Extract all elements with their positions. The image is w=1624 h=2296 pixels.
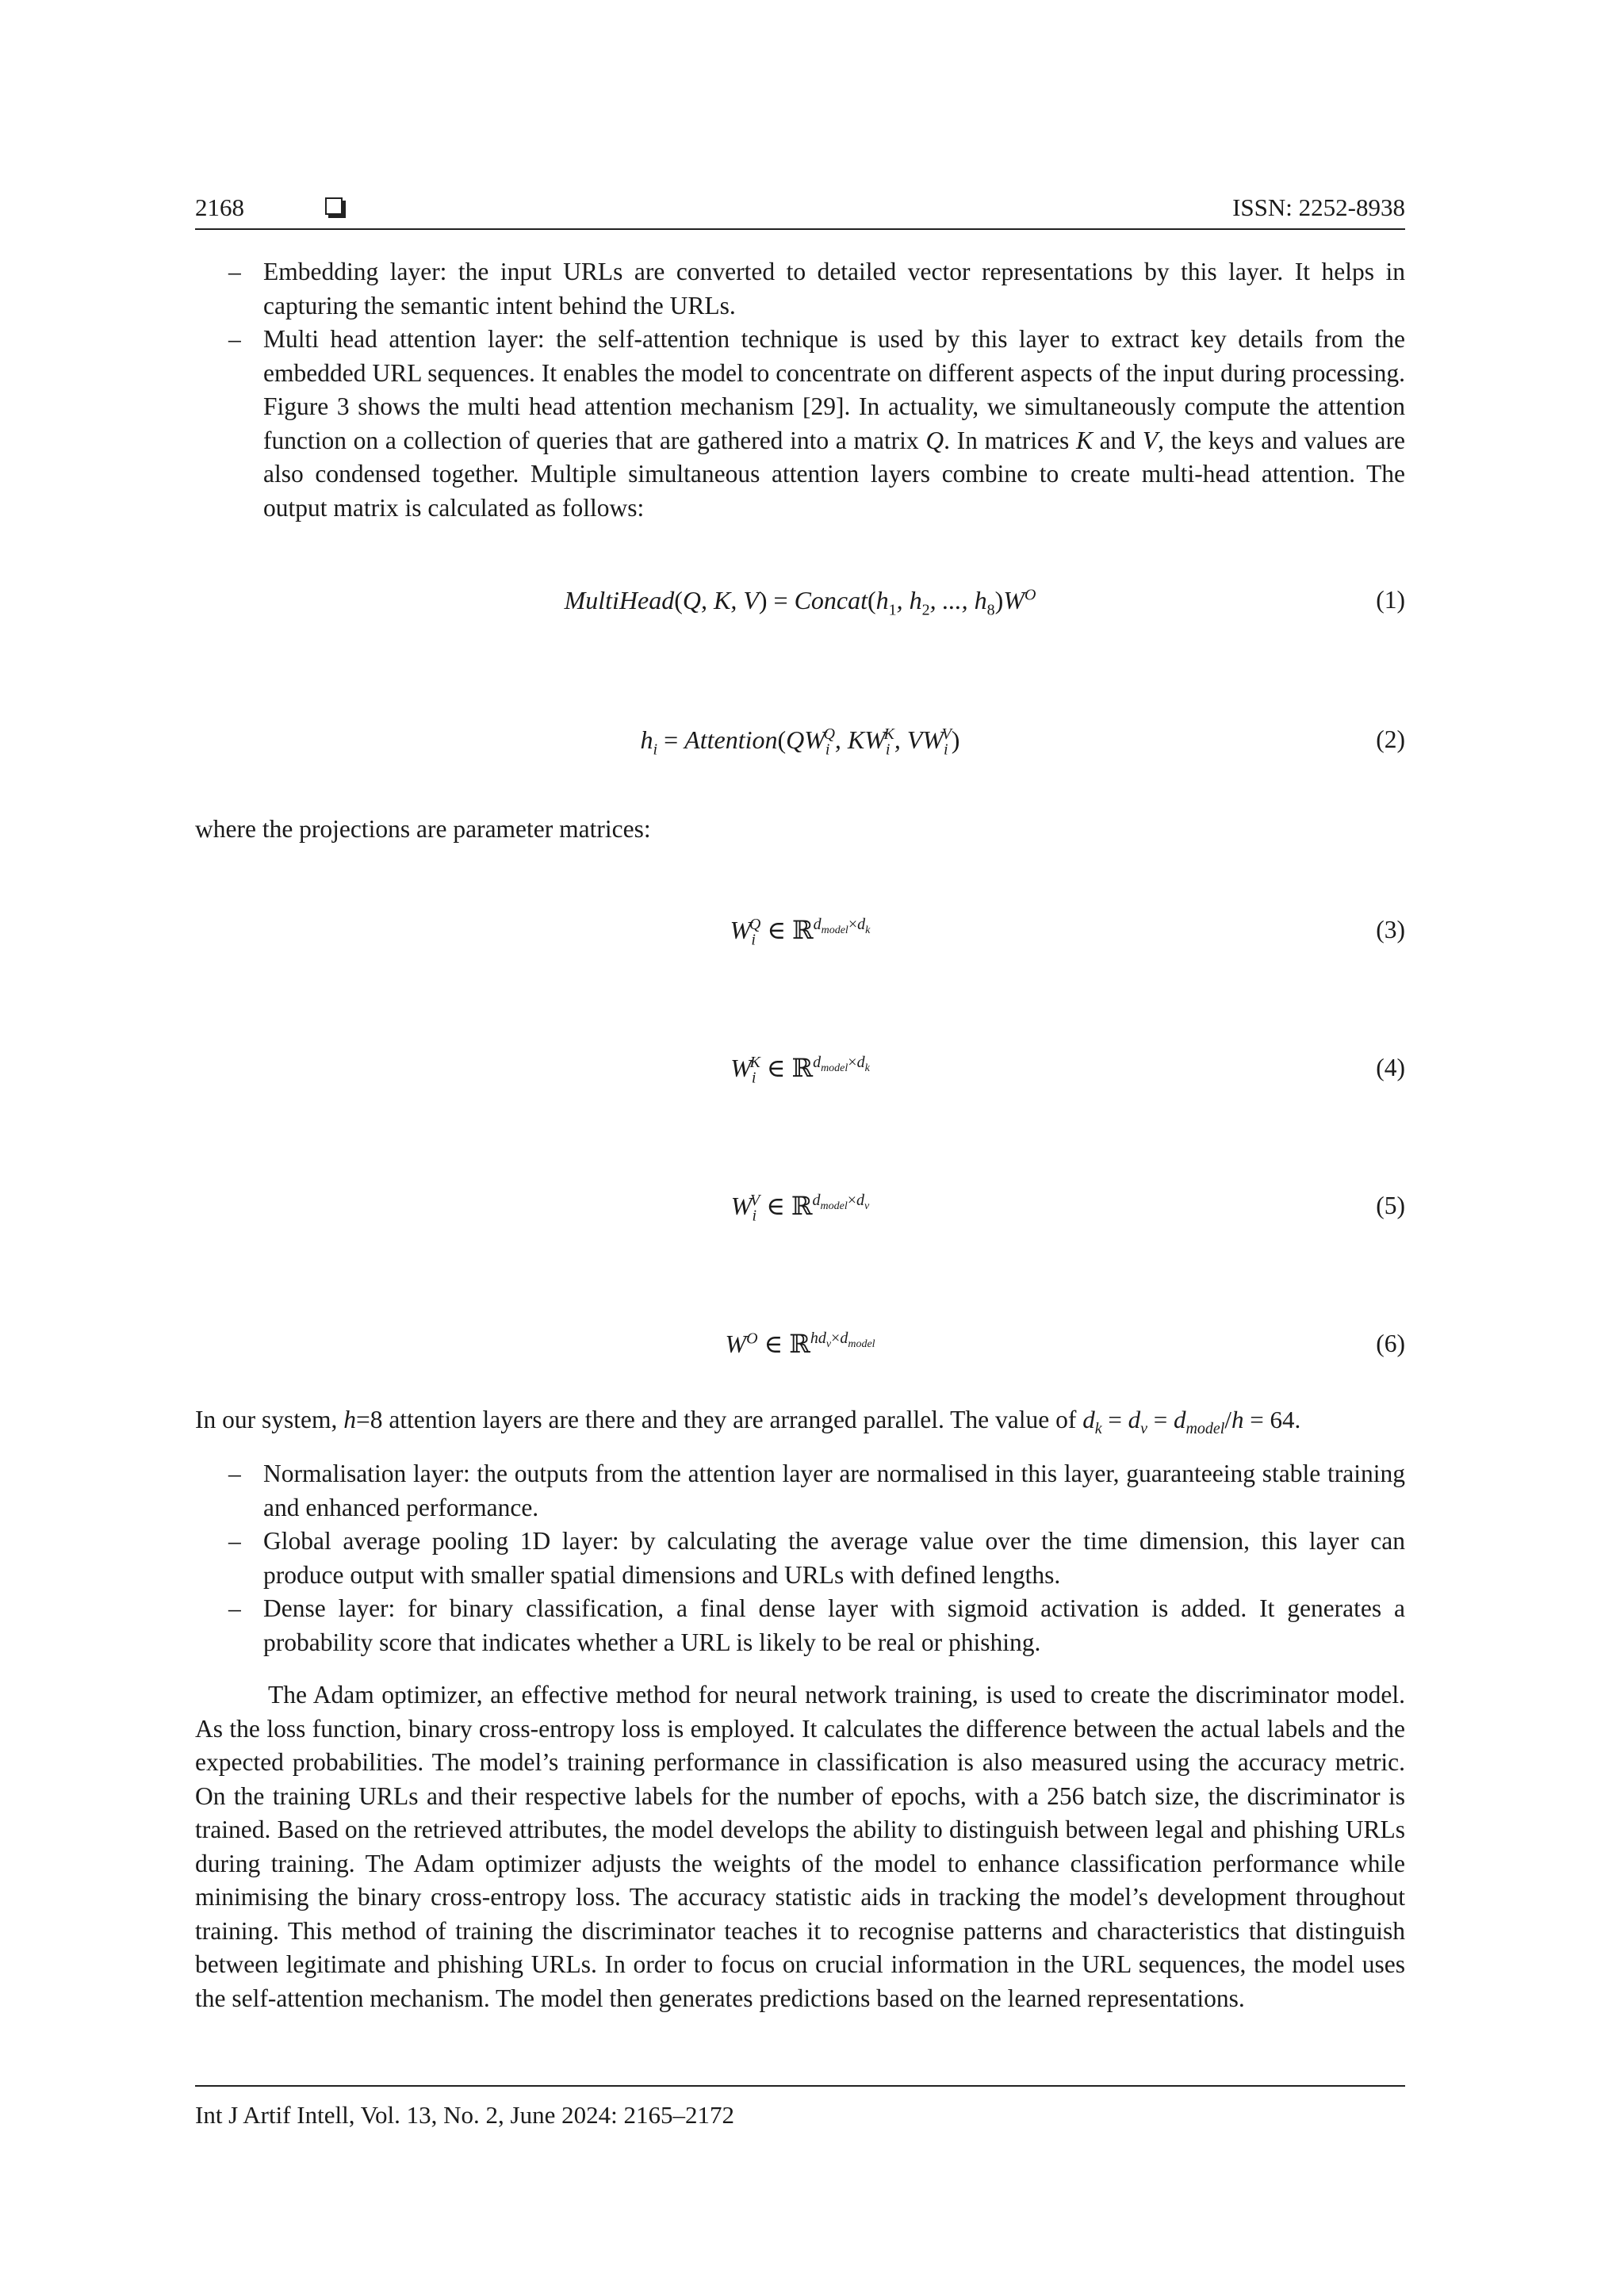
equation-4-formula: $W_i^K$ ∈ ℝ$^{d_{model}\times d_k}$ — [730, 1053, 870, 1087]
equation-3-formula: $W_i^Q$ ∈ ℝ$^{d_{model}\times d_k}$ — [730, 915, 871, 949]
equation-5-number: (5) — [1376, 1192, 1405, 1219]
item-text: and — [1092, 426, 1143, 454]
list-item — [195, 1457, 1405, 1525]
equation-6-number: (6) — [1376, 1330, 1405, 1357]
item-text: , the keys and values are also condensed together. Multiple simultaneous attention layers combine to create multi-head attention. The output matrix is calculated as follows: — [263, 426, 1405, 522]
math-h: h — [343, 1406, 356, 1433]
training-paragraph: The Adam optimizer, an effective method for neural network training, is used to create the discriminator model. As the loss function, binary cross-entropy loss is employed. It calculates the difference between the actual labels and the expected probabilities. The model’s training performance in classification is also measured using the accuracy metric. On the training URLs and their respective labels for the number of epochs, with a 256 batch size, the discriminator is trained. Based on the retrieved attributes, the model develops the ability to distinguish between legal and phishing URLs during training. The Adam optimizer adjusts the weights of the model to enhance classification performance while minimising the binary cross-entropy loss. The accuracy statistic aids in tracking the model’s development throughout training. This method of training the discriminator teaches it to recognise patterns and characteristics that distinguish between legitimate and phishing URLs. In order to focus on crucial information in the URL sequences, the model uses the self-attention mechanism. The model then generates predictions based on the learned representations. — [195, 1681, 1405, 2012]
page — [195, 0, 1405, 2296]
page-number: 2168 — [195, 193, 244, 221]
issn: ISSN: 2252-8938 — [1232, 193, 1405, 221]
body-text — [195, 255, 1405, 2012]
layer-list-2 — [195, 1457, 1405, 1659]
dash-bullet: – — [228, 325, 241, 353]
list-item — [195, 1525, 1405, 1592]
system-text: In our system, — [195, 1406, 344, 1433]
running-header — [195, 190, 1405, 230]
list-item — [195, 1592, 1405, 1659]
list-item — [195, 255, 1405, 323]
dash-bullet: – — [228, 1460, 241, 1487]
equation-5-formula: $W_i^V$ ∈ ℝ$^{d_{model}\times d_v}$ — [730, 1191, 870, 1225]
equation-2-formula: $h_i$ = $Attention(QW_i^Q$, $KW_i^K$, $VW_i^V$) — [640, 725, 960, 759]
math-q: Q — [925, 426, 944, 454]
equation-2-number: (2) — [1376, 725, 1405, 753]
running-footer — [195, 2085, 1405, 2130]
system-sentence — [195, 1403, 1464, 1437]
equation-1-formula: MultiHead(Q, K, $V) = Concat(h_1$, $h_2$, ..., $h_8)W^O$ — [564, 586, 1036, 619]
square-box-icon — [325, 197, 343, 215]
equation-3-number: (3) — [1376, 916, 1405, 943]
item-text: Multi head attention layer: the self-attention technique is used by this layer to extract key details from the embedded URL sequences. It enables the model to concentrate on different aspects of the input during processing. Figure 3 shows the multi head attention mechanism [29]. In actuality, we simultaneously compute the attention function on a collection of queries that are gathered into a matrix — [263, 325, 1405, 454]
footer-citation: Int J Artif Intell, Vol. 13, No. 2, June 2024: 2165–2172 — [195, 2101, 734, 2129]
where-line: where the projections are parameter matrices: — [195, 815, 651, 843]
equation-6-formula: $W^O$ ∈ ℝ$^{hd_v\times d_{model}}$ — [725, 1329, 875, 1359]
equation-4-number: (4) — [1376, 1054, 1405, 1081]
dash-bullet: – — [228, 1527, 241, 1555]
system-equation: $d_k = d_v = d_{model}/h = 64$. — [1082, 1406, 1301, 1438]
dash-bullet: – — [228, 1594, 241, 1622]
item-text: . In matrices — [944, 426, 1076, 454]
math-k: K — [1075, 426, 1093, 454]
dash-bullet: – — [228, 258, 241, 285]
item-text: Global average pooling 1D layer: by calculating the average value over the time dimension, this layer can produce output with smaller spatial dimensions and URLs with defined lengths. — [263, 1527, 1405, 1589]
system-text: =8 attention layers are there and they are arranged parallel. The value of — [355, 1406, 1083, 1433]
list-item — [195, 323, 1405, 525]
item-text: Dense layer: for binary classification, a final dense layer with sigmoid activation is added. It generates a probability score that indicates whether a URL is likely to be real or phishing. — [263, 1594, 1405, 1656]
layer-list-1 — [195, 255, 1405, 525]
item-text: Normalisation layer: the outputs from the attention layer are normalised in this layer, guaranteeing stable training and enhanced performance. — [263, 1460, 1405, 1521]
item-text: Embedding layer: the input URLs are converted to detailed vector representations by this layer. It helps in capturing the semantic intent behind the URLs. — [263, 258, 1405, 320]
equation-1-number: (1) — [1376, 586, 1405, 614]
math-v: V — [1142, 426, 1159, 454]
